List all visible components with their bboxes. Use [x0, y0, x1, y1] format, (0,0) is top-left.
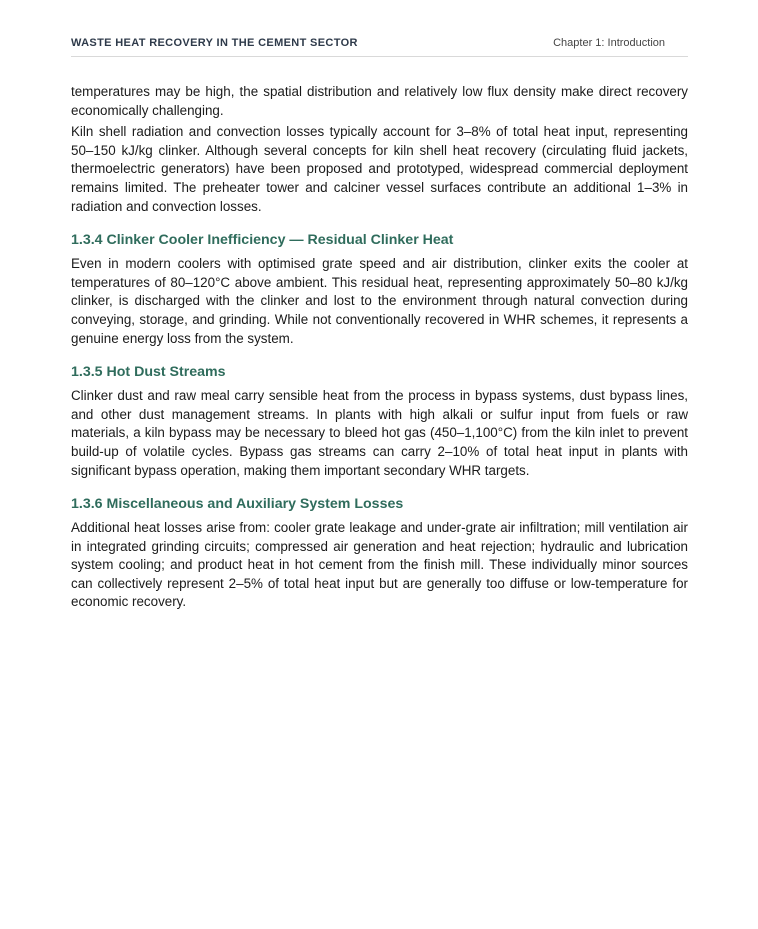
- section-paragraph-1-3-5: Clinker dust and raw meal carry sensible heat from the process in bypass systems, dust bypass lines, and other dust management streams. In plants with high alkali or sulfur input from fuels or raw materials, a kiln bypass may be necessary to bleed hot gas (450–1,100°C) from the kiln inlet to prevent build-up of volatile cycles. Bypass gas streams can carry 2–10% of total heat input in plants with significant bypass operation, making them important secondary WHR targets.: [71, 388, 688, 478]
- document-body: [71, 57, 688, 612]
- running-header: [71, 0, 688, 57]
- paragraph-continued: temperatures may be high, the spatial distribution and relatively low flux density make direct recovery economically challenging.: [71, 84, 688, 118]
- section-paragraph-1-3-6: Additional heat losses arise from: cooler grate leakage and under-grate air infiltration; mill ventilation air in integrated grinding circuits; compressed air generation and heat rejection; hydraulic and lubrication system cooling; and product heat in hot cement from the finish mill. These individually minor sources can collectively represent 2–5% of total heat input but are generally too diffuse or low-temperature for economic recovery.: [71, 520, 688, 610]
- section-heading-1-3-5: 1.3.5 Hot Dust Streams: [71, 364, 226, 381]
- section-heading-1-3-4: 1.3.4 Clinker Cooler Inefficiency — Residual Clinker Heat: [71, 232, 454, 249]
- running-header-title: WASTE HEAT RECOVERY IN THE CEMENT SECTOR: [71, 37, 358, 49]
- paragraph-kiln-shell: Kiln shell radiation and convection losses typically account for 3–8% of total heat input, representing 50–150 kJ/kg clinker. Although several concepts for kiln shell heat recovery (circulating fluid jackets, thermoelectric generators) have been proposed and prototyped, widespread commercial deployment remains limited. The preheater tower and calciner vessel surfaces contribute an additional 1–3% in radiation and convection losses.: [71, 124, 688, 214]
- running-header-chapter: Chapter 1: Introduction: [553, 37, 665, 49]
- section-heading-1-3-6: 1.3.6 Miscellaneous and Auxiliary System Losses: [71, 496, 404, 513]
- section-paragraph-1-3-4: Even in modern coolers with optimised grate speed and air distribution, clinker exits the cooler at temperatures of 80–120°C above ambient. This residual heat, representing approximately 50–80 kJ/kg clinker, is discharged with the clinker and lost to the environment through natural convection during conveying, storage, and grinding. While not conventionally recovered in WHR schemes, it represents a genuine energy loss from the system.: [71, 256, 688, 346]
- document-page: [71, 0, 688, 615]
